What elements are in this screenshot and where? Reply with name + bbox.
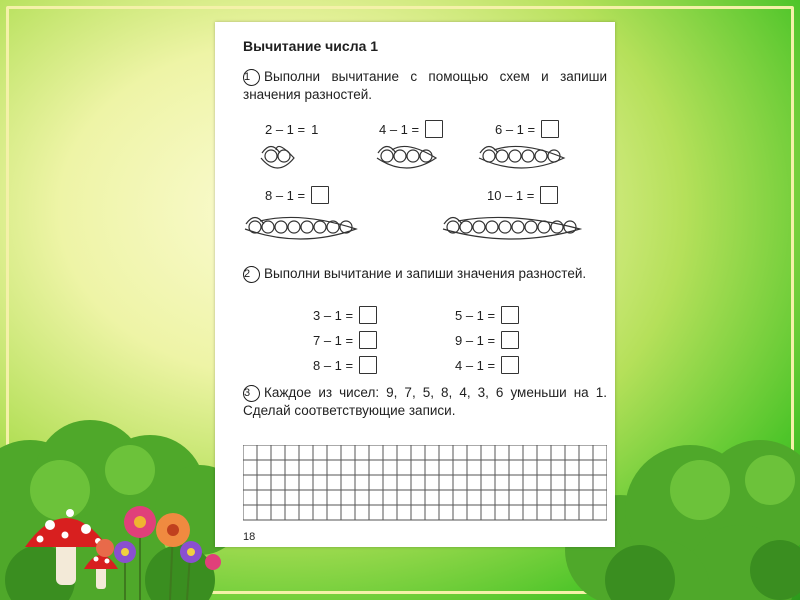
equation-9-minus-1: 9 – 1 = (455, 331, 519, 349)
task-3-number: 3 (243, 385, 260, 402)
answer-box[interactable] (425, 120, 443, 138)
scheme-circle (512, 221, 524, 233)
worksheet-page (215, 22, 615, 547)
scheme-circle (265, 150, 277, 162)
task-1-text: Выполни вычитание с помощью схем и запиши значения разностей. (243, 69, 607, 102)
answer-box[interactable] (501, 356, 519, 374)
scheme-circle (407, 150, 419, 162)
answer-grid[interactable] (243, 445, 607, 521)
equation-6-minus-1: 6 – 1 = (495, 120, 559, 138)
answer-box[interactable] (501, 331, 519, 349)
task-3-instruction (243, 384, 607, 419)
circle-scheme-8 (243, 214, 369, 244)
scheme-circle (486, 221, 498, 233)
task-2-instruction (243, 265, 607, 283)
task-2-text: Выполни вычитание и запиши значения разностей. (264, 266, 587, 281)
task-3-text: Каждое из чисел: 9, 7, 5, 8, 4, 3, 6 уменьши на 1. Сделай соответствующие записи. (243, 385, 607, 418)
scheme-circle (525, 221, 537, 233)
equation-7-minus-1: 7 – 1 = (313, 331, 377, 349)
answer-box[interactable] (311, 186, 329, 204)
scheme-circle (275, 221, 287, 233)
answer-filled: 1 (311, 122, 319, 137)
equation-4-minus-1-b: 4 – 1 = (455, 356, 519, 374)
scheme-circle (538, 221, 550, 233)
circle-scheme-10 (441, 214, 607, 244)
flower-icon (95, 500, 225, 600)
worksheet-title: Вычитание числа 1 (243, 38, 379, 54)
scheme-circle (499, 221, 511, 233)
equation-8-minus-1: 8 – 1 = (265, 186, 329, 204)
answer-box[interactable] (359, 356, 377, 374)
task-1-instruction (243, 68, 607, 103)
scheme-circle (301, 221, 313, 233)
answer-box[interactable] (359, 331, 377, 349)
task-1-number: 1 (243, 69, 260, 86)
scheme-circle (473, 221, 485, 233)
answer-box[interactable] (501, 306, 519, 324)
scheme-circle (509, 150, 521, 162)
task-2-number: 2 (243, 266, 260, 283)
scheme-circle (522, 150, 534, 162)
answer-box[interactable] (541, 120, 559, 138)
circle-scheme-2 (259, 143, 319, 169)
equation-5-minus-1: 5 – 1 = (455, 306, 519, 324)
scheme-circle (288, 221, 300, 233)
answer-box[interactable] (540, 186, 558, 204)
page-number: 18 (243, 531, 256, 543)
circle-scheme-4 (375, 143, 447, 169)
equation-3-minus-1: 3 – 1 = (313, 306, 377, 324)
equation-4-minus-1: 4 – 1 = (379, 120, 443, 138)
scheme-circle (314, 221, 326, 233)
scheme-circle (420, 150, 432, 162)
equation-2-minus-1: 2 – 1 = 1 (265, 122, 319, 137)
answer-box[interactable] (359, 306, 377, 324)
equation-10-minus-1: 10 – 1 = (487, 186, 558, 204)
equation-8-minus-1-b: 8 – 1 = (313, 356, 377, 374)
circle-scheme-6 (477, 143, 583, 169)
scheme-circle (381, 150, 393, 162)
